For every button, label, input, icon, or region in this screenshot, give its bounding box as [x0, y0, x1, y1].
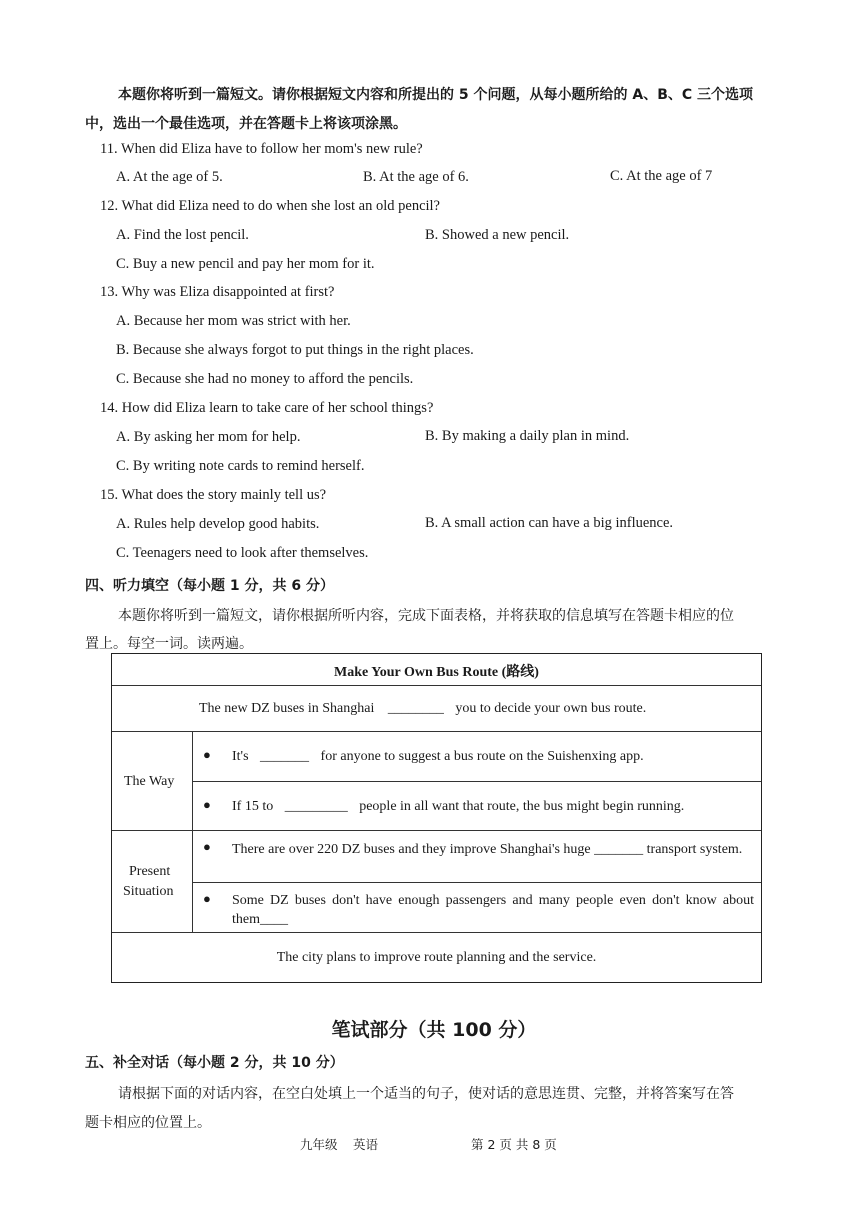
question-11: 11. When did Eliza have to follow her mom's new rule? — [100, 141, 423, 157]
way-2-text-after: people in all want that route, the bus might begin running. — [359, 799, 685, 814]
bullet-icon: ● — [203, 839, 211, 854]
present-label-line-2: Situation — [123, 884, 174, 899]
table-divider — [192, 882, 761, 883]
section-5-heading: 五、补全对话（每小题 2 分，共 10 分） — [85, 1055, 344, 1071]
way-1-text-before: It's — [232, 749, 249, 764]
way-1-blank: _______ — [260, 749, 310, 764]
question-14: 14. How did Eliza learn to take care of her school things? — [100, 400, 434, 416]
table-intro-row — [199, 701, 646, 717]
option-15-a: A. Rules help develop good habits. — [116, 516, 320, 532]
section-5-instruction-line-2: 题卡相应的位置上。 — [85, 1115, 211, 1131]
written-part-title: 笔试部分（共 100 分） — [331, 1019, 537, 1041]
bullet-icon: ● — [203, 797, 211, 812]
question-15: 15. What does the story mainly tell us? — [100, 487, 327, 503]
footer-grade: 九年级 — [300, 1137, 338, 1152]
option-11-a: A. At the age of 5. — [116, 169, 223, 185]
section-4-instruction-line-2: 置上。每空一词。读两遍。 — [85, 636, 253, 652]
option-14-c: C. By writing note cards to remind herself. — [116, 458, 365, 474]
question-12: 12. What did Eliza need to do when she lost an old pencil? — [100, 198, 440, 214]
way-1-text-after: for anyone to suggest a bus route on the Suishenxing app. — [320, 749, 644, 764]
section-4-heading: 四、听力填空（每小题 1 分，共 6 分） — [85, 578, 334, 594]
section-4-instruction-line-1: 本题你将听到一篇短文，请你根据所听内容，完成下面表格，并将获取的信息填写在答题卡相应的位 — [118, 608, 734, 624]
option-13-b: B. Because she always forgot to put things in the right places. — [116, 342, 474, 358]
footer-page-number: 第 2 页 共 8 页 — [471, 1137, 557, 1152]
table-title: Make Your Own Bus Route (路线) — [334, 665, 539, 680]
option-11-c: C. At the age of 7 — [610, 168, 713, 184]
table-divider — [112, 830, 761, 831]
option-13-a: A. Because her mom was strict with her. — [116, 313, 351, 329]
option-15-b: B. A small action can have a big influence. — [425, 515, 674, 531]
table-divider — [112, 932, 761, 933]
option-13-c: C. Because she had no money to afford the pencils. — [116, 371, 414, 387]
section-instruction-line-1: 本题你将听到一篇短文。请你根据短文内容和所提出的 5 个问题，从每小题所给的 A、B、C 三个选项 — [118, 87, 754, 103]
section-5-instruction-line-1: 请根据下面的对话内容，在空白处填上一个适当的句子，使对话的意思连贯、完整，并将答案写在答 — [118, 1086, 734, 1102]
table-column-divider — [192, 731, 193, 932]
present-label-line-1: Present — [129, 864, 171, 879]
option-12-a: A. Find the lost pencil. — [116, 227, 249, 243]
bullet-icon: ● — [203, 747, 211, 762]
table-intro-blank: ________ — [387, 701, 444, 716]
way-row-1 — [232, 749, 644, 765]
way-row-2 — [232, 799, 684, 815]
present-2-text: Some DZ buses don't have enough passengers and many people even don't know about them____ — [232, 893, 754, 927]
table-intro-text-before: The new DZ buses in Shanghai — [199, 701, 375, 716]
bullet-icon: ● — [203, 891, 211, 906]
option-11-b: B. At the age of 6. — [363, 169, 469, 185]
table-intro-text-after: you to decide your own bus route. — [455, 701, 647, 716]
way-2-text-before: If 15 to — [232, 799, 274, 814]
question-13: 13. Why was Eliza disappointed at first? — [100, 284, 335, 300]
option-12-b: B. Showed a new pencil. — [425, 227, 570, 243]
option-14-b: B. By making a daily plan in mind. — [425, 428, 630, 444]
way-2-blank: _________ — [284, 799, 348, 814]
option-14-a: A. By asking her mom for help. — [116, 429, 301, 445]
option-15-c: C. Teenagers need to look after themselves. — [116, 545, 369, 561]
present-1-text: There are over 220 DZ buses and they improve Shanghai's huge _______ transport system. — [232, 842, 743, 857]
table-divider — [112, 685, 761, 686]
footer-subject: 英语 — [353, 1137, 379, 1152]
option-12-c: C. Buy a new pencil and pay her mom for it. — [116, 256, 375, 272]
bus-route-table — [111, 653, 762, 983]
table-divider — [112, 731, 761, 732]
the-way-label: The Way — [124, 774, 175, 789]
table-footer: The city plans to improve route planning and the service. — [276, 950, 597, 965]
section-instruction-line-2: 中，选出一个最佳选项，并在答题卡上将该项涂黑。 — [85, 116, 407, 132]
table-divider — [192, 781, 761, 782]
